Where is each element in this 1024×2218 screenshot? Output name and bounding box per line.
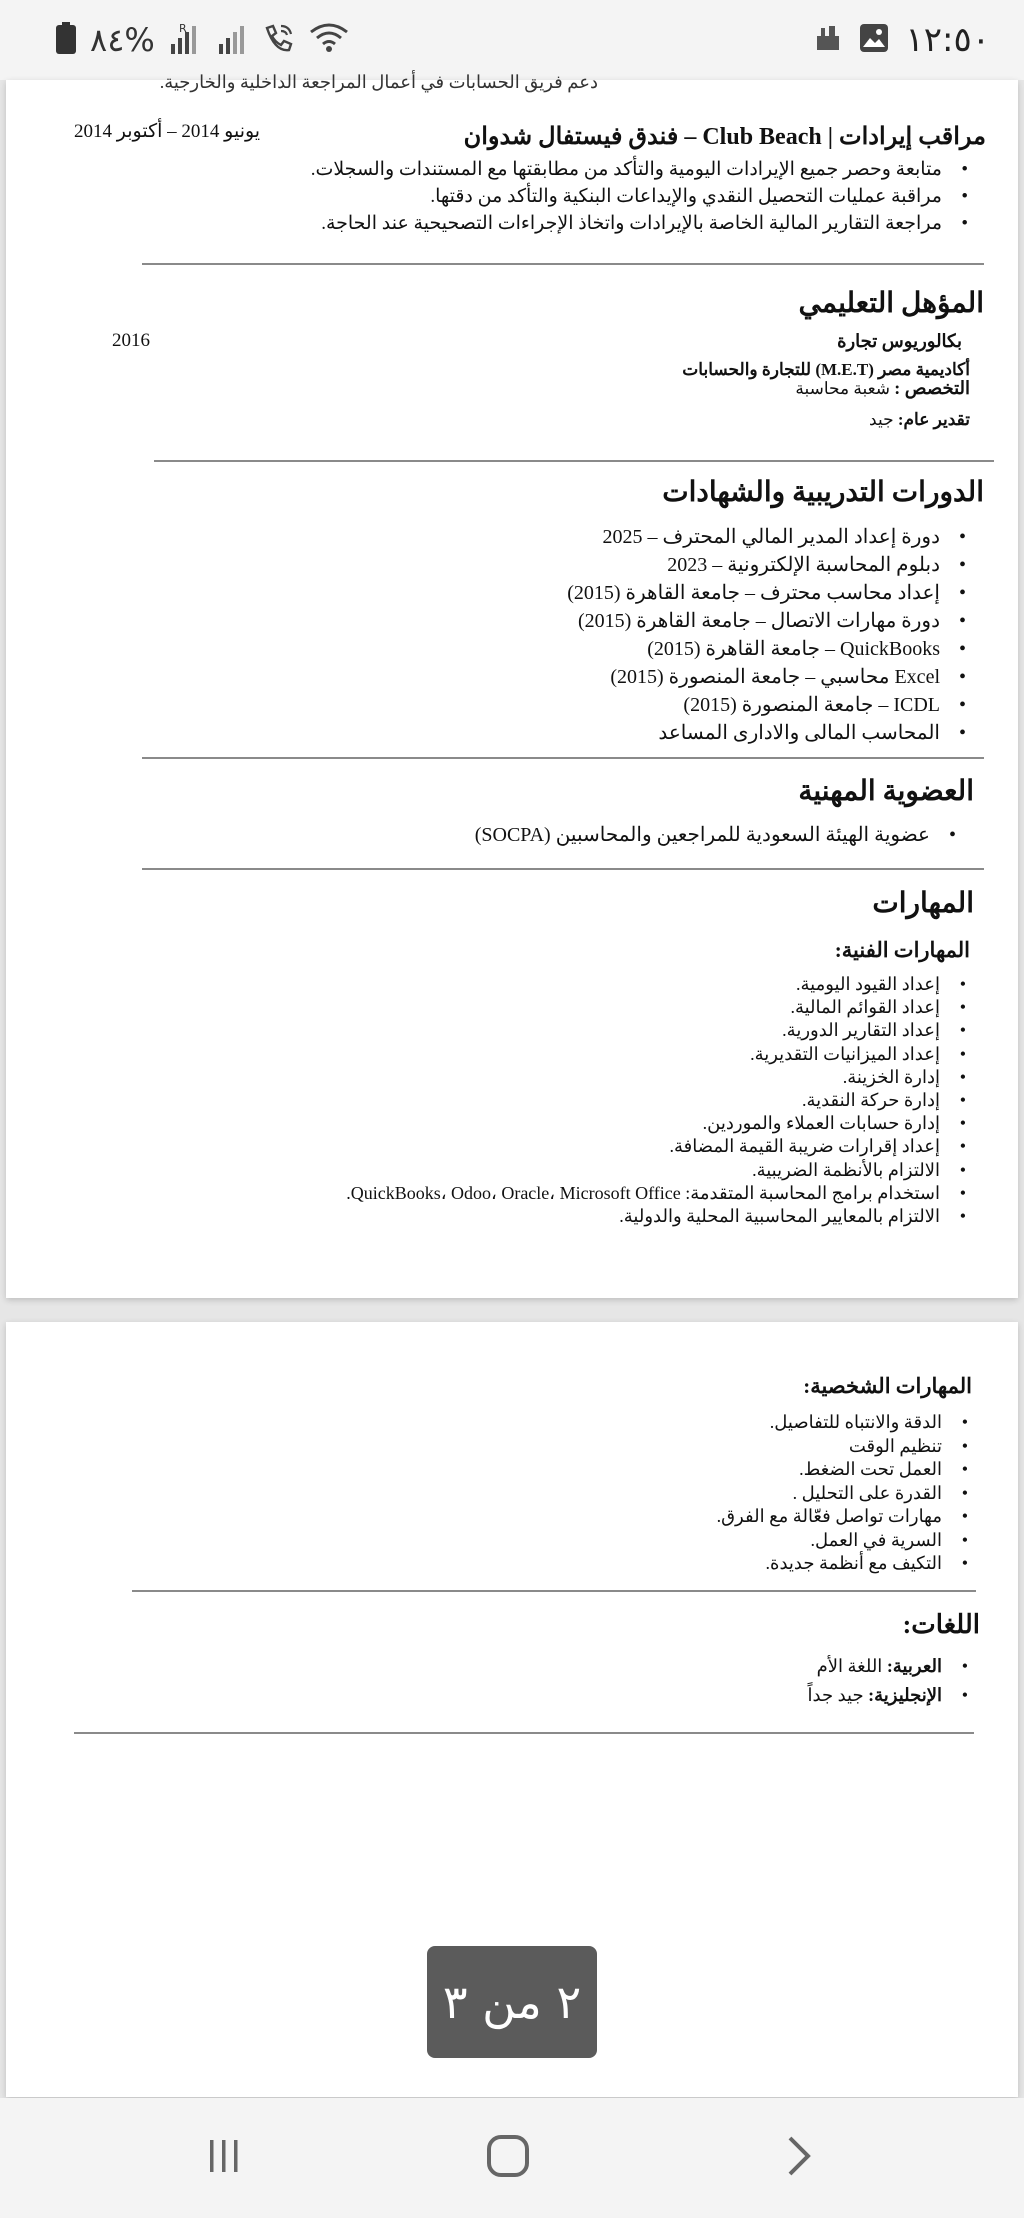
battery-percent: ٨٤% <box>90 21 155 59</box>
soft-skills-title: المهارات الشخصية: <box>803 1374 972 1398</box>
list-item: • مهارات تواصل فعّالة مع الفرق. <box>717 1505 972 1529</box>
list-item: • إدارة حركة النقدية. <box>346 1089 970 1112</box>
list-item: • دبلوم المحاسبة الإلكترونية – 2023 <box>567 551 970 579</box>
list-item: • إعداد إقرارات ضريبة القيمة المضافة. <box>346 1135 970 1158</box>
home-icon <box>484 2132 532 2185</box>
divider <box>142 757 984 759</box>
recent-apps-icon <box>204 2136 244 2181</box>
specialization-value: شعبة محاسبة <box>795 379 891 398</box>
languages-list <box>808 1652 972 1710</box>
job-dates: يونيو 2014 – أكتوبر 2014 <box>74 121 261 142</box>
status-bar-right <box>813 16 990 64</box>
list-item: • عضوية الهيئة السعودية للمراجعين والمحاسبين (SOCPA) <box>475 821 960 849</box>
graduation-year: 2016 <box>112 330 150 351</box>
list-item: • ICDL – جامعة المنصورة (2015) <box>567 691 970 719</box>
list-item <box>808 1681 972 1710</box>
wifi-icon <box>309 22 349 58</box>
list-item: • QuickBooks – جامعة القاهرة (2015) <box>567 635 970 663</box>
divider <box>74 1732 974 1734</box>
technical-skills-title: المهارات الفنية: <box>834 938 970 962</box>
list-item: • السرية في العمل. <box>717 1529 972 1553</box>
recent-apps-button[interactable] <box>194 2128 254 2188</box>
page-indicator: ٢ من ٣ <box>427 1946 597 2058</box>
status-bar-left <box>56 16 349 64</box>
courses-title: الدورات التدريبية والشهادات <box>662 477 984 508</box>
list-item: • دورة إعداد المدير المالي المحترف – 2025 <box>567 523 970 551</box>
language-name: الإنجليزية: <box>868 1685 942 1705</box>
list-item: • متابعة وحصر جميع الإيرادات اليومية والتأكد من مطابقتها مع المستندات والسجلات. <box>311 156 972 183</box>
divider <box>142 263 984 265</box>
job-bullets <box>311 156 972 237</box>
list-item: • إعداد الميزانيات التقديرية. <box>346 1043 970 1066</box>
list-item: • القدرة على التحليل . <box>717 1482 972 1506</box>
cloud-icon <box>813 24 843 56</box>
list-item: • التكيف مع أنظمة جديدة. <box>717 1552 972 1576</box>
list-item: • إعداد القيود اليومية. <box>346 973 970 996</box>
list-item: • استخدام برامج المحاسبة المتقدمة: QuickBooks، Odoo، Oracle، Microsoft Office. <box>346 1182 970 1205</box>
soft-skills-list <box>717 1411 972 1576</box>
status-bar <box>0 0 1024 80</box>
language-name: العربية: <box>886 1656 942 1676</box>
institution: أكاديمية مصر (M.E.T) للتجارة والحسابات <box>682 360 970 379</box>
list-item: • المحاسب المالى والادارى المساعد <box>567 719 970 747</box>
wifi-call-icon <box>261 22 295 58</box>
list-item: • الدقة والانتباه للتفاصيل. <box>717 1411 972 1435</box>
battery-icon <box>56 22 76 58</box>
membership-title: العضوية المهنية <box>798 776 974 807</box>
signal-icon <box>217 22 247 58</box>
list-item: • إعداد التقارير الدورية. <box>346 1019 970 1042</box>
list-item: • العمل تحت الضغط. <box>717 1458 972 1482</box>
languages-title: اللغات: <box>902 1610 980 1639</box>
specialization <box>795 378 970 399</box>
clock: ١٢:٥٠ <box>905 20 990 60</box>
list-item: • الالتزام بالأنظمة الضريبية. <box>346 1159 970 1182</box>
technical-skills-list <box>346 973 970 1228</box>
list-item: • دورة مهارات الاتصال – جامعة القاهرة (2015) <box>567 607 970 635</box>
cut-off-line: دعم فريق الحسابات في أعمال المراجعة الداخلية والخارجية. <box>159 72 598 92</box>
education-title: المؤهل التعليمي <box>798 288 984 319</box>
back-button[interactable] <box>768 2128 828 2188</box>
specialization-label: التخصص : <box>894 378 970 398</box>
list-item: • تنظيم الوقت <box>717 1435 972 1459</box>
list-item: • إعداد محاسب محترف – جامعة القاهرة (2015) <box>567 579 970 607</box>
list-item: • مراقبة عمليات التحصيل النقدي والإيداعات البنكية والتأكد من دقتها. <box>311 183 972 210</box>
language-level: اللغة الأم <box>816 1656 883 1676</box>
gallery-icon <box>859 23 889 57</box>
list-item <box>808 1652 972 1681</box>
list-item: • الالتزام بالمعايير المحاسبية المحلية والدولية. <box>346 1205 970 1228</box>
list-item: • إدارة الخزينة. <box>346 1066 970 1089</box>
language-level: جيد جداً <box>807 1685 864 1705</box>
list-item: • مراجعة التقارير المالية الخاصة بالإيرادات واتخاذ الإجراءات التصحيحية عند الحاجة. <box>311 210 972 237</box>
home-button[interactable] <box>478 2128 538 2188</box>
divider <box>154 460 994 462</box>
degree: بكالوريوس تجارة <box>837 331 962 351</box>
divider <box>132 1590 976 1592</box>
grade <box>869 410 970 430</box>
list-item: • إدارة حسابات العملاء والموردين. <box>346 1112 970 1135</box>
grade-label: تقدير عام: <box>897 410 970 429</box>
skills-title: المهارات <box>872 888 974 919</box>
document-page-1[interactable] <box>6 72 1018 1298</box>
list-item: • Excel محاسبي – جامعة المنصورة (2015) <box>567 663 970 691</box>
svg-text:R: R <box>178 22 187 35</box>
grade-value: جيد <box>869 410 894 429</box>
divider <box>142 868 984 870</box>
back-icon <box>780 2134 816 2183</box>
list-item: • إعداد القوائم المالية. <box>346 996 970 1019</box>
signal-r-icon <box>169 22 203 58</box>
courses-list <box>567 523 970 747</box>
job-title: مراقب إيرادات | Club Beach – فندق فيستفال شدوان <box>463 124 986 150</box>
navigation-bar <box>0 2098 1024 2218</box>
membership-list <box>475 821 960 849</box>
